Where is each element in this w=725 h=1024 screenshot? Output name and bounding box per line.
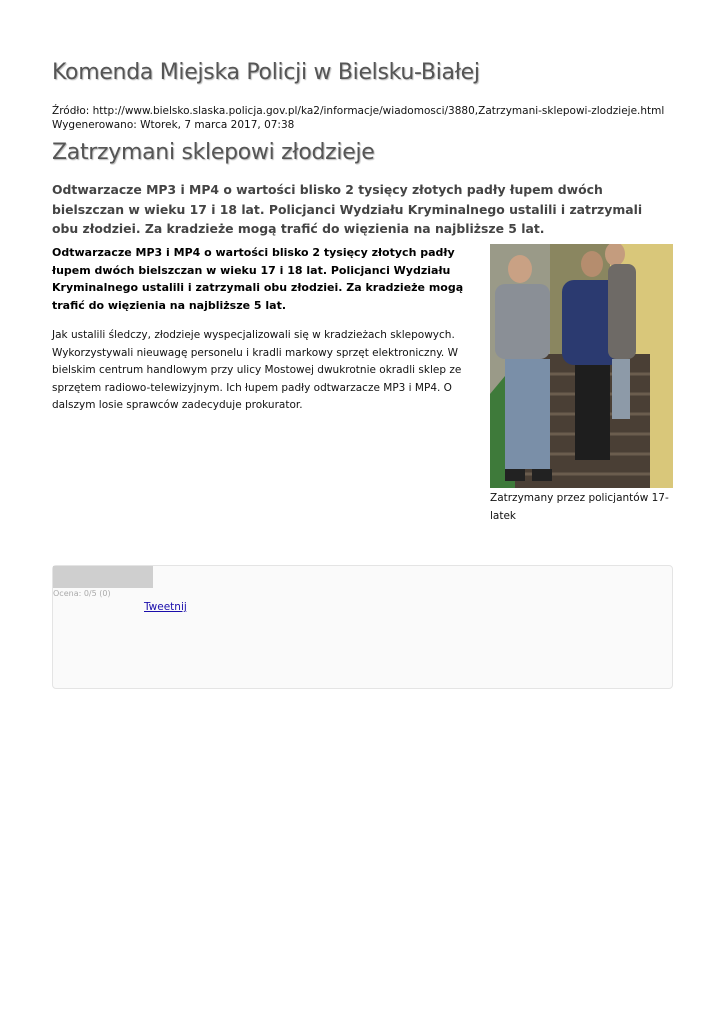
generated-date: Wygenerowano: Wtorek, 7 marca 2017, 07:38 [52,119,295,131]
rating-panel [52,565,673,689]
article-title: Zatrzymani sklepowi złodzieje [52,140,375,165]
article-lead: Odtwarzacze MP3 i MP4 o wartości blisko 2 tysięcy złotych padły łupem dwóch bielszczan w wieku 17 i 18 lat. Policjanci Wydziału Kryminalnego ustalili i zatrzymali obu złodziei. Za kradzieże mogą trafić do więzienia na najbliższe 5 lat. [52,182,643,236]
photo-caption: Zatrzymany przez policjantów 17-latek [490,492,669,522]
site-title: Komenda Miejska Policji w Bielsku-Białej [52,60,480,85]
rating-text: Ocena: 0/5 (0) [53,589,111,598]
source-url: Źródło: http://www.bielsko.slaska.policja.gov.pl/ka2/informacje/wiadomosci/3880,Zatrzymani-sklepowi-zlodzieje.html [52,105,665,117]
document-meta [52,104,664,132]
tweet-link[interactable]: Tweetnij [144,601,187,613]
article-lead-repeat: Odtwarzacze MP3 i MP4 o wartości blisko 2 tysięcy złotych padły łupem dwóch bielszczan w wieku 17 i 18 lat. Policjanci Wydziału Kryminalnego ustalili i zatrzymali obu złodziei. Za kradzieże mogą trafić do więzienia na najbliższe 5 lat. [52,246,464,312]
rating-stars-bar[interactable] [53,566,153,588]
article-photo [490,244,673,488]
article-body: Jak ustalili śledczy, złodzieje wyspecjalizowali się w kradzieżach sklepowych. Wykorzystywali nieuwagę personelu i kradli markowy sprzęt elektroniczny. W bielskim centrum handlowym przy ulicy Mostowej dwukrotnie okradli sklep ze sprzętem radiowo-telewizyjnym. Ich łupem padły odtwarzacze MP3 i MP4. O dalszym losie sprawców zadecyduje prokurator. [52,329,462,411]
